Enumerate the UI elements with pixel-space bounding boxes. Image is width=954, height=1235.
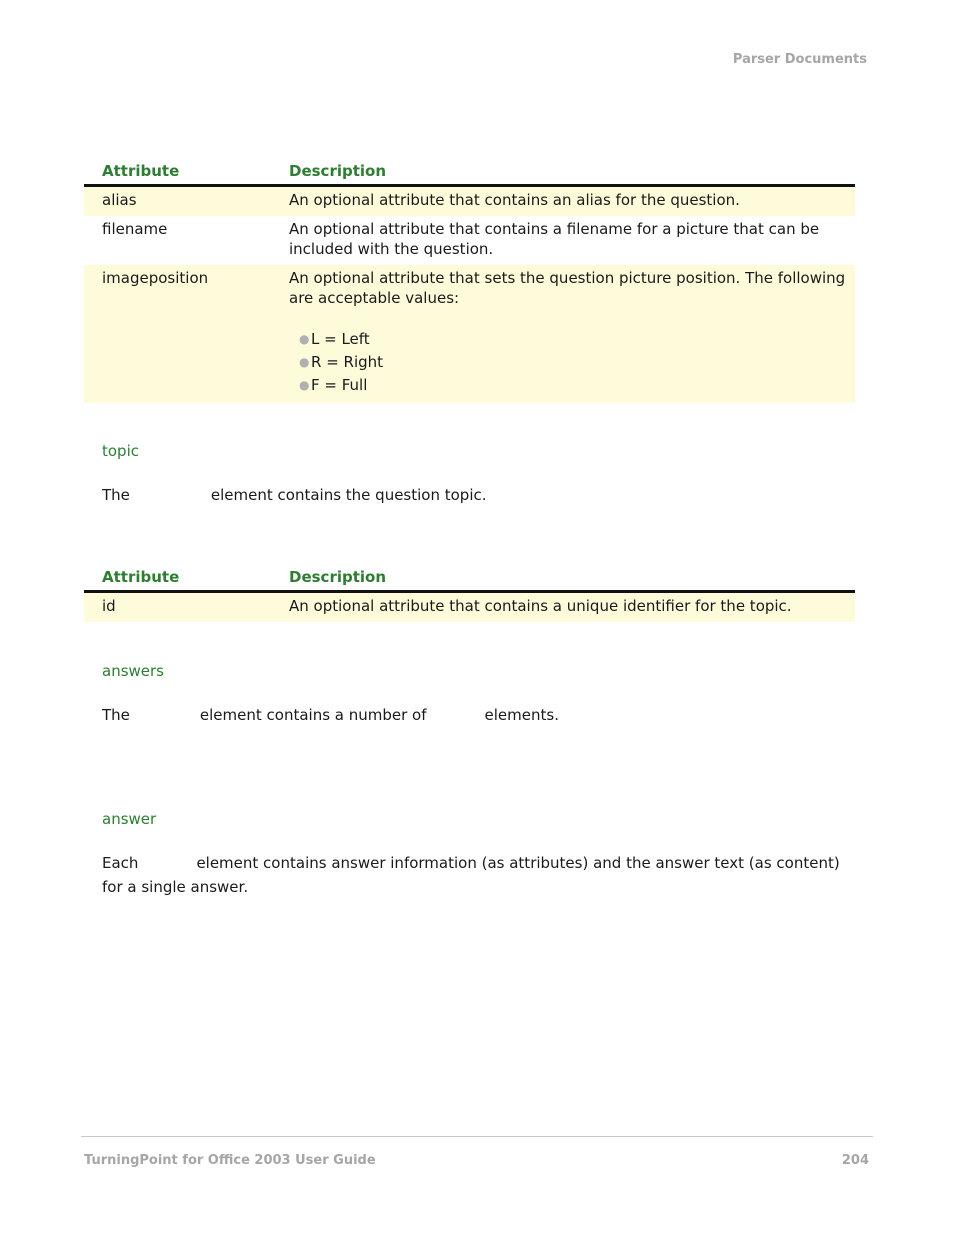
list-item [299, 328, 853, 351]
column-header-attribute: Attribute [84, 564, 289, 592]
paragraph-text: element contains the question topic. [210, 486, 487, 504]
bullet-icon: ● [299, 355, 310, 369]
column-header-attribute: Attribute [84, 158, 289, 186]
list-item [299, 351, 853, 374]
table-header-row [84, 564, 855, 592]
section-heading-answers: answers [102, 662, 164, 680]
list-item [299, 374, 853, 397]
value-text: F = Full [311, 376, 368, 394]
running-header: Parser Documents [732, 52, 867, 67]
bullet-icon: ● [299, 378, 310, 392]
paragraph-text: Each [102, 854, 139, 872]
table-header-row [84, 158, 855, 186]
page-number: 204 [841, 1153, 869, 1168]
attribute-name: imageposition [84, 265, 289, 403]
topic-paragraph [102, 483, 854, 507]
table-row [84, 216, 855, 265]
answers-paragraph [102, 703, 854, 727]
bullet-icon: ● [299, 332, 310, 346]
topic-attributes-table [84, 564, 855, 622]
paragraph-text: element contains answer information (as attributes) and the answer text (as content) for a single answer. [102, 854, 840, 896]
column-header-description: Description [289, 158, 855, 186]
attribute-name: filename [102, 220, 168, 238]
paragraph-text: The [102, 706, 130, 724]
section-heading-answer: answer [102, 810, 157, 828]
value-list [289, 328, 853, 397]
footer-divider [81, 1136, 873, 1137]
answer-paragraph [102, 851, 854, 899]
paragraph-text: element contains a number of [199, 706, 427, 724]
attribute-name: alias [84, 186, 289, 217]
attribute-description: An optional attribute that sets the question picture position. The following are acceptable values: [289, 269, 846, 307]
value-text: R = Right [311, 353, 384, 371]
table-row [84, 265, 855, 403]
paragraph-text: The [102, 486, 130, 504]
table-row [84, 186, 855, 217]
attribute-description-cell [289, 265, 855, 403]
column-header-description: Description [289, 564, 855, 592]
paragraph-text: elements. [484, 706, 559, 724]
footer-title: TurningPoint for Office 2003 User Guide [84, 1153, 376, 1168]
attribute-description: An optional attribute that contains an alias for the question. [289, 186, 855, 217]
attribute-name: id [84, 592, 289, 623]
question-attributes-table [84, 158, 855, 403]
value-text: L = Left [311, 330, 370, 348]
attribute-description: An optional attribute that contains a unique identifier for the topic. [289, 592, 855, 623]
section-heading-topic: topic [102, 442, 139, 460]
table-row [84, 592, 855, 623]
attribute-description: An optional attribute that contains a filename for a picture that can be included with the question. [289, 220, 820, 258]
